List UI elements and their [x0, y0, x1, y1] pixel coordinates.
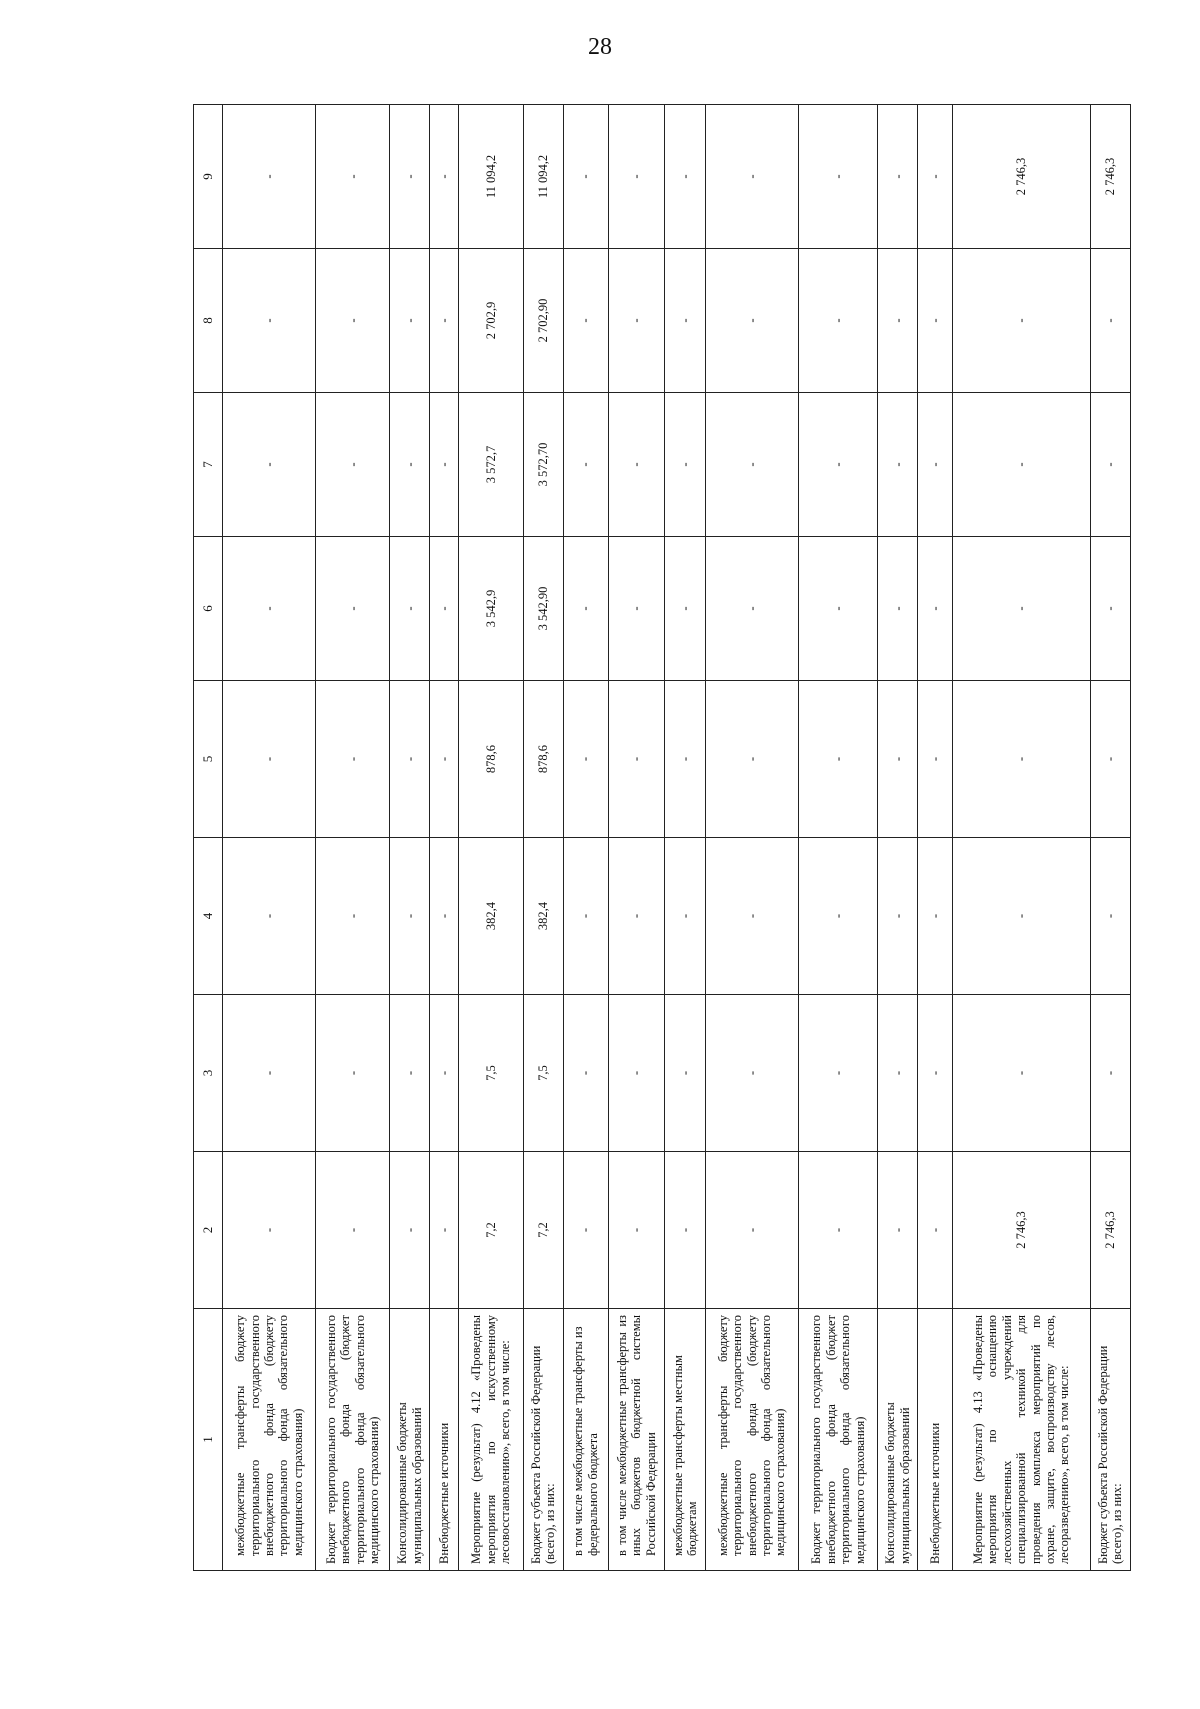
cell-col-6: -: [705, 537, 798, 681]
cell-col-2: -: [223, 1152, 316, 1309]
cell-col-8: 2 702,9: [458, 249, 523, 393]
cell-col-4: -: [563, 838, 608, 995]
cell-col-9: 2 746,3: [952, 105, 1090, 249]
row-label: межбюджетные трансферты бюджету территориального государственного внебюджетного фонда (бюджету территориального фонда обязательного медицинского страхования): [223, 1309, 316, 1571]
row-label: в том числе межбюджетные трансферты из иных бюджетов бюджетной системы Российской Федерации: [608, 1309, 665, 1571]
cell-col-6: -: [608, 537, 665, 681]
cell-col-5: -: [878, 681, 918, 838]
cell-col-5: -: [223, 681, 316, 838]
cell-col-3: -: [223, 995, 316, 1152]
cell-col-3: -: [918, 995, 952, 1152]
column-header-8: 8: [194, 249, 223, 393]
cell-col-5: -: [390, 681, 430, 838]
cell-col-8: -: [430, 249, 458, 393]
table-row: [563, 105, 608, 1571]
cell-col-7: -: [1090, 393, 1130, 537]
cell-col-6: -: [1090, 537, 1130, 681]
cell-col-5: 878,6: [458, 681, 523, 838]
table-row: [223, 105, 316, 1571]
table-row: [608, 105, 665, 1571]
cell-col-9: 11 094,2: [523, 105, 563, 249]
cell-col-2: -: [665, 1152, 705, 1309]
cell-col-6: -: [799, 537, 878, 681]
cell-col-9: -: [563, 105, 608, 249]
cell-col-4: -: [608, 838, 665, 995]
row-label: межбюджетные трансферты местным бюджетам: [665, 1309, 705, 1571]
cell-col-8: -: [705, 249, 798, 393]
cell-col-5: -: [705, 681, 798, 838]
cell-col-2: -: [430, 1152, 458, 1309]
cell-col-9: 2 746,3: [1090, 105, 1130, 249]
cell-col-2: 7,2: [458, 1152, 523, 1309]
cell-col-4: -: [390, 838, 430, 995]
cell-col-2: -: [390, 1152, 430, 1309]
cell-col-4: -: [316, 838, 390, 995]
cell-col-5: -: [316, 681, 390, 838]
row-label: Мероприятие (результат) 4.13 «Проведены мероприятия по оснащению лесохозяйственных учреждений специализированной техникой для проведения комплекса мероприятий по охране, защите, воспроизводству лесов, лесоразведению», всего, в том числе:: [952, 1309, 1090, 1571]
row-label: Бюджет субъекта Российской Федерации (всего), из них:: [523, 1309, 563, 1571]
cell-col-5: -: [430, 681, 458, 838]
row-label: Бюджет территориального государственного внебюджетного фонда (бюджет территориального фонда обязательного медицинского страхования): [316, 1309, 390, 1571]
funding-table-container: [193, 105, 1131, 1571]
cell-col-8: -: [316, 249, 390, 393]
row-label: Консолидированные бюджеты муниципальных образований: [878, 1309, 918, 1571]
cell-col-8: -: [665, 249, 705, 393]
table-row: [523, 105, 563, 1571]
cell-col-7: -: [705, 393, 798, 537]
cell-col-6: -: [316, 537, 390, 681]
cell-col-7: -: [390, 393, 430, 537]
cell-col-7: -: [316, 393, 390, 537]
cell-col-7: -: [430, 393, 458, 537]
table-row: [918, 105, 952, 1571]
page-number: 28: [588, 34, 612, 60]
cell-col-2: -: [799, 1152, 878, 1309]
column-header-1: 1: [194, 1309, 223, 1571]
table-row: [665, 105, 705, 1571]
cell-col-8: -: [390, 249, 430, 393]
row-label: Бюджет территориального государственного внебюджетного фонда (бюджет территориального фонда обязательного медицинского страхования): [799, 1309, 878, 1571]
cell-col-4: -: [430, 838, 458, 995]
cell-col-4: 382,4: [523, 838, 563, 995]
table-row: [878, 105, 918, 1571]
rotated-table-area: [193, 105, 1131, 1571]
cell-col-9: 11 094,2: [458, 105, 523, 249]
cell-col-6: 3 542,9: [458, 537, 523, 681]
cell-col-3: 7,5: [458, 995, 523, 1152]
cell-col-9: -: [430, 105, 458, 249]
cell-col-4: -: [799, 838, 878, 995]
row-label: Внебюджетные источники: [918, 1309, 952, 1571]
cell-col-7: -: [918, 393, 952, 537]
cell-col-2: -: [918, 1152, 952, 1309]
cell-col-8: -: [608, 249, 665, 393]
row-label: Бюджет субъекта Российской Федерации (всего), из них:: [1090, 1309, 1130, 1571]
cell-col-3: 7,5: [523, 995, 563, 1152]
column-header-7: 7: [194, 393, 223, 537]
cell-col-8: -: [799, 249, 878, 393]
cell-col-5: -: [918, 681, 952, 838]
cell-col-9: -: [665, 105, 705, 249]
cell-col-8: -: [563, 249, 608, 393]
cell-col-2: -: [705, 1152, 798, 1309]
cell-col-3: -: [705, 995, 798, 1152]
cell-col-8: -: [952, 249, 1090, 393]
cell-col-4: -: [952, 838, 1090, 995]
cell-col-3: -: [665, 995, 705, 1152]
cell-col-4: -: [918, 838, 952, 995]
cell-col-3: -: [878, 995, 918, 1152]
column-header-2: 2: [194, 1152, 223, 1309]
cell-col-7: -: [665, 393, 705, 537]
column-header-5: 5: [194, 681, 223, 838]
table-row: [952, 105, 1090, 1571]
cell-col-2: -: [878, 1152, 918, 1309]
table-row: [458, 105, 523, 1571]
cell-col-3: -: [563, 995, 608, 1152]
row-label: Внебюджетные источники: [430, 1309, 458, 1571]
cell-col-7: -: [952, 393, 1090, 537]
cell-col-5: -: [799, 681, 878, 838]
cell-col-6: -: [563, 537, 608, 681]
column-header-4: 4: [194, 838, 223, 995]
cell-col-8: 2 702,90: [523, 249, 563, 393]
cell-col-8: -: [918, 249, 952, 393]
cell-col-2: -: [316, 1152, 390, 1309]
table-row: [316, 105, 390, 1571]
cell-col-3: -: [316, 995, 390, 1152]
funding-table: [193, 104, 1131, 1571]
cell-col-7: 3 572,70: [523, 393, 563, 537]
cell-col-5: -: [952, 681, 1090, 838]
cell-col-8: -: [1090, 249, 1130, 393]
cell-col-6: -: [223, 537, 316, 681]
cell-col-7: 3 572,7: [458, 393, 523, 537]
cell-col-4: -: [878, 838, 918, 995]
cell-col-7: -: [563, 393, 608, 537]
cell-col-2: 7,2: [523, 1152, 563, 1309]
cell-col-7: -: [799, 393, 878, 537]
cell-col-5: -: [1090, 681, 1130, 838]
cell-col-9: -: [390, 105, 430, 249]
cell-col-4: -: [223, 838, 316, 995]
cell-col-4: -: [1090, 838, 1130, 995]
cell-col-3: -: [1090, 995, 1130, 1152]
cell-col-4: 382,4: [458, 838, 523, 995]
cell-col-6: 3 542,90: [523, 537, 563, 681]
cell-col-9: -: [316, 105, 390, 249]
cell-col-2: -: [563, 1152, 608, 1309]
cell-col-6: -: [390, 537, 430, 681]
cell-col-7: -: [878, 393, 918, 537]
cell-col-5: -: [563, 681, 608, 838]
cell-col-9: -: [799, 105, 878, 249]
cell-col-2: -: [608, 1152, 665, 1309]
column-header-3: 3: [194, 995, 223, 1152]
table-row: [430, 105, 458, 1571]
cell-col-9: -: [223, 105, 316, 249]
cell-col-6: -: [952, 537, 1090, 681]
cell-col-6: -: [878, 537, 918, 681]
header-row: [194, 105, 223, 1571]
table-row: [1090, 105, 1130, 1571]
cell-col-5: 878,6: [523, 681, 563, 838]
cell-col-2: 2 746,3: [1090, 1152, 1130, 1309]
row-label: Консолидированные бюджеты муниципальных образований: [390, 1309, 430, 1571]
cell-col-3: -: [390, 995, 430, 1152]
table-body: [223, 105, 1131, 1571]
cell-col-6: -: [430, 537, 458, 681]
cell-col-4: -: [665, 838, 705, 995]
cell-col-2: 2 746,3: [952, 1152, 1090, 1309]
cell-col-9: -: [918, 105, 952, 249]
column-header-9: 9: [194, 105, 223, 249]
cell-col-5: -: [608, 681, 665, 838]
cell-col-3: -: [608, 995, 665, 1152]
cell-col-5: -: [665, 681, 705, 838]
column-header-6: 6: [194, 537, 223, 681]
cell-col-7: -: [223, 393, 316, 537]
cell-col-6: -: [665, 537, 705, 681]
cell-col-7: -: [608, 393, 665, 537]
cell-col-9: -: [608, 105, 665, 249]
table-row: [705, 105, 798, 1571]
cell-col-3: -: [799, 995, 878, 1152]
cell-col-6: -: [918, 537, 952, 681]
cell-col-8: -: [878, 249, 918, 393]
cell-col-3: -: [430, 995, 458, 1152]
table-row: [799, 105, 878, 1571]
row-label: межбюджетные трансферты бюджету территориального государственного внебюджетного фонда (бюджету территориального фонда обязательного медицинского страхования): [705, 1309, 798, 1571]
table-row: [390, 105, 430, 1571]
cell-col-9: -: [705, 105, 798, 249]
row-label: в том числе межбюджетные трансферты из федерального бюджета: [563, 1309, 608, 1571]
cell-col-9: -: [878, 105, 918, 249]
cell-col-8: -: [223, 249, 316, 393]
row-label: Мероприятие (результат) 4.12 «Проведены мероприятия по искусственному лесовосстановлению», всего, в том числе:: [458, 1309, 523, 1571]
cell-col-3: -: [952, 995, 1090, 1152]
cell-col-4: -: [705, 838, 798, 995]
